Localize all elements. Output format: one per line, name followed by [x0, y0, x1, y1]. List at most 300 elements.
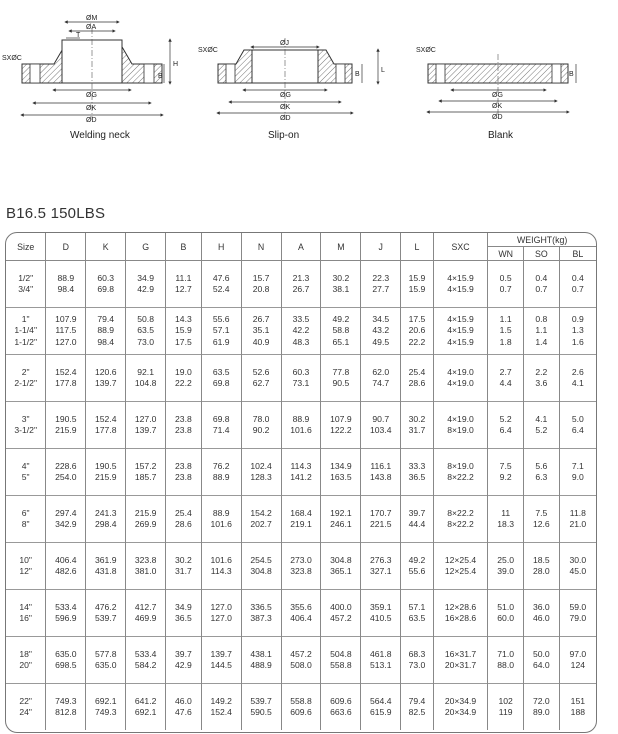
cell-value: 365.1: [330, 566, 352, 576]
cell-value: 15.9: [408, 272, 426, 283]
cell-value: 88.9: [212, 472, 230, 482]
cell-m: [321, 496, 361, 543]
cell-value: 170.7: [370, 507, 392, 518]
cell-value: 62.0: [372, 366, 390, 377]
cell-value: 79.4: [408, 695, 426, 706]
cell-value: 8×19.0: [447, 460, 474, 471]
cell-d: [46, 637, 86, 684]
cell-value: 98.4: [97, 336, 115, 347]
cell-value: 63.5: [212, 366, 230, 377]
cell-value: 73.0: [137, 336, 154, 347]
table-body: [6, 261, 596, 731]
cell-value: 4×19.0: [447, 378, 474, 388]
cell-size: [6, 637, 46, 684]
so-dim-l: L: [381, 67, 385, 74]
cell-value: 438.1: [250, 648, 272, 659]
cell-j: [361, 543, 401, 590]
cell-value: 64.0: [532, 660, 550, 670]
table-row: [6, 261, 596, 308]
cell-k: [86, 355, 126, 402]
cell-value: 8×19.0: [447, 425, 474, 435]
cell-bl: [559, 402, 596, 449]
cell-m: [321, 590, 361, 637]
cell-h: [201, 590, 241, 637]
cell-a: [281, 684, 321, 731]
cell-value: 139.7: [94, 378, 117, 388]
cell-value: 504.8: [330, 648, 352, 659]
cell-m: [321, 308, 361, 355]
cell-m: [321, 637, 361, 684]
cell-wn: [488, 637, 524, 684]
cell-value: 4×15.9: [447, 325, 474, 336]
cell-value: 90.7: [372, 413, 390, 424]
cell-so: [524, 543, 560, 590]
cell-value: 749.3: [55, 695, 77, 706]
cell-value: 62.7: [252, 378, 270, 388]
cell-k: [86, 590, 126, 637]
cell-value: 69.8: [212, 378, 230, 388]
cell-value: 55.6: [408, 566, 426, 576]
cell-value: 533.4: [134, 648, 157, 659]
cell-value: 49.2: [408, 554, 426, 565]
cell-size: [6, 449, 46, 496]
cell-value: 342.9: [55, 519, 77, 529]
cell-d: [46, 308, 86, 355]
bl-dim-b: B: [569, 71, 574, 78]
cell-value: 42.2: [292, 325, 310, 336]
cell-n: [241, 355, 281, 402]
cell-j: [361, 402, 401, 449]
so-dim-d: ØD: [280, 115, 291, 122]
cell-value: 269.9: [134, 519, 157, 529]
cell-value: 6": [21, 507, 30, 518]
cell-value: 6.4: [571, 425, 584, 435]
cell-value: 34.5: [372, 314, 390, 325]
cell-value: 122.2: [330, 425, 352, 435]
cell-value: 4.1: [535, 413, 548, 424]
cell-value: 406.4: [55, 554, 77, 565]
cell-value: 615.9: [370, 707, 392, 717]
cell-value: 141.2: [290, 472, 312, 482]
cell-value: 8×22.2: [447, 472, 474, 482]
cell-l: [401, 637, 434, 684]
cell-value: 692.1: [134, 707, 157, 717]
cell-value: 177.8: [94, 425, 117, 435]
cell-value: 33.5: [292, 314, 310, 325]
cell-value: 5.0: [571, 413, 584, 424]
cell-n: [241, 496, 281, 543]
cell-value: 1-1/2": [14, 336, 38, 347]
cell-value: 101.6: [210, 519, 232, 529]
cell-value: 17.5: [175, 336, 192, 347]
cell-value: 20.8: [252, 284, 270, 294]
cell-value: 6.3: [535, 472, 548, 482]
cell-value: 97.0: [569, 648, 587, 659]
cell-n: [241, 684, 281, 731]
cell-value: 151: [570, 695, 586, 706]
wn-dim-b: B: [158, 73, 163, 80]
cell-value: 1.8: [499, 336, 512, 347]
cell-value: 304.8: [330, 554, 352, 565]
cell-a: [281, 308, 321, 355]
cell-value: 177.8: [55, 378, 77, 388]
cell-g: [126, 261, 166, 308]
cell-value: 4×19.0: [447, 366, 474, 377]
cell-value: 4×19.0: [447, 413, 474, 424]
cell-value: 21.0: [569, 519, 587, 529]
cell-value: 1.1: [499, 314, 512, 325]
cell-value: 488.9: [250, 660, 272, 670]
cell-value: 63.5: [408, 613, 426, 623]
cell-value: 12×28.6: [444, 601, 477, 612]
cell-wn: [488, 308, 524, 355]
wn-dim-g: ØG: [86, 92, 97, 99]
cell-value: 3.6: [535, 378, 548, 388]
cell-value: 26.7: [292, 284, 310, 294]
cell-so: [524, 684, 560, 731]
cell-n: [241, 543, 281, 590]
cell-value: 15.9: [408, 284, 426, 294]
cell-value: 30.0: [569, 554, 587, 565]
cell-value: 609.6: [330, 695, 352, 706]
cell-value: 4": [21, 460, 30, 471]
cell-value: 76.2: [212, 460, 230, 471]
cell-bl: [559, 590, 596, 637]
cell-value: 79.4: [97, 314, 115, 325]
cell-l: [401, 449, 434, 496]
cell-size: [6, 402, 46, 449]
cell-h: [201, 355, 241, 402]
welding-neck-caption: Welding neck: [70, 130, 130, 141]
cell-value: 52.6: [252, 366, 270, 377]
cell-value: 90.5: [332, 378, 350, 388]
cell-sxc: [433, 684, 488, 731]
cell-value: 127.0: [134, 413, 157, 424]
cell-value: 120.6: [94, 366, 117, 377]
cell-value: 11.8: [569, 507, 586, 518]
cell-b: [166, 684, 202, 731]
cell-value: 72.0: [532, 695, 550, 706]
cell-value: 20×34.9: [444, 707, 477, 717]
cell-value: 157.2: [134, 460, 157, 471]
cell-value: 68.3: [408, 648, 426, 659]
cell-value: 469.9: [134, 613, 157, 623]
blank-drawing: [416, 47, 576, 121]
cell-value: 36.0: [532, 601, 550, 612]
cell-value: 34.9: [175, 601, 192, 612]
cell-value: 18": [19, 648, 32, 659]
cell-value: 6.4: [499, 425, 512, 435]
cell-value: 107.9: [330, 413, 352, 424]
cell-value: 16×28.6: [444, 613, 477, 623]
header-d: D: [46, 233, 86, 261]
so-dim-j: ØJ: [280, 40, 289, 47]
cell-j: [361, 449, 401, 496]
cell-value: 304.8: [250, 566, 272, 576]
cell-value: 336.5: [250, 601, 272, 612]
cell-value: 10": [19, 554, 32, 565]
cell-n: [241, 261, 281, 308]
cell-value: 127.0: [210, 601, 232, 612]
cell-j: [361, 355, 401, 402]
wn-dim-t: T: [76, 32, 81, 39]
so-dim-b: B: [355, 71, 360, 78]
cell-value: 635.0: [55, 648, 77, 659]
cell-value: 221.5: [370, 519, 392, 529]
cell-size: [6, 684, 46, 731]
cell-value: 2.2: [535, 366, 548, 377]
table-row: [6, 308, 596, 355]
cell-so: [524, 590, 560, 637]
cell-value: 457.2: [290, 648, 312, 659]
cell-value: 192.1: [330, 507, 352, 518]
cell-value: 17.5: [408, 314, 426, 325]
cell-value: 5": [21, 472, 30, 482]
cell-value: 40.9: [252, 336, 270, 347]
wn-dim-sxc: SXØC: [2, 55, 22, 62]
cell-value: 0.7: [535, 284, 548, 294]
cell-value: 23.8: [175, 425, 192, 435]
cell-value: 1.3: [571, 325, 584, 336]
cell-value: 1.4: [535, 336, 548, 347]
cell-n: [241, 449, 281, 496]
cell-value: 50.0: [532, 648, 550, 659]
cell-size: [6, 496, 46, 543]
cell-m: [321, 355, 361, 402]
cell-value: 297.4: [55, 507, 77, 518]
cell-value: 400.0: [330, 601, 352, 612]
cell-bl: [559, 308, 596, 355]
cell-value: 8": [21, 519, 30, 529]
cell-value: 20": [19, 660, 32, 670]
cell-sxc: [433, 590, 488, 637]
cell-k: [86, 308, 126, 355]
flange-drawings: [0, 0, 618, 150]
cell-g: [126, 496, 166, 543]
cell-j: [361, 684, 401, 731]
cell-value: 127.0: [210, 613, 232, 623]
cell-m: [321, 684, 361, 731]
cell-value: 12.6: [532, 519, 550, 529]
cell-a: [281, 261, 321, 308]
cell-d: [46, 449, 86, 496]
table-row: [6, 449, 596, 496]
cell-value: 152.4: [55, 366, 77, 377]
cell-value: 21.3: [292, 272, 310, 283]
cell-value: 1-1/4": [14, 325, 38, 336]
cell-size: [6, 261, 46, 308]
cell-value: 0.7: [571, 284, 584, 294]
wn-dim-k: ØK: [86, 105, 97, 112]
cell-value: 663.6: [330, 707, 352, 717]
cell-value: 5.2: [535, 425, 548, 435]
cell-k: [86, 543, 126, 590]
cell-value: 0.4: [571, 272, 584, 283]
so-dim-g: ØG: [280, 92, 291, 99]
cell-value: 101.6: [290, 425, 312, 435]
table-row: [6, 402, 596, 449]
cell-value: 78.0: [252, 413, 270, 424]
cell-sxc: [433, 543, 488, 590]
cell-value: 30.2: [408, 413, 426, 424]
cell-value: 482.6: [55, 566, 77, 576]
cell-d: [46, 590, 86, 637]
cell-value: 2.7: [499, 366, 512, 377]
cell-value: 215.9: [94, 472, 117, 482]
cell-value: 114.3: [290, 460, 312, 471]
cell-value: 88.9: [212, 507, 230, 518]
cell-value: 461.8: [370, 648, 392, 659]
cell-value: 9.2: [499, 472, 512, 482]
welding-neck-drawing: [2, 15, 178, 124]
cell-value: 119: [498, 707, 513, 717]
cell-value: 539.7: [94, 613, 117, 623]
bl-dim-g: ØG: [492, 92, 503, 99]
cell-value: 23.8: [175, 413, 192, 424]
cell-value: 406.4: [290, 613, 312, 623]
cell-value: 39.7: [175, 648, 192, 659]
cell-value: 152.4: [94, 413, 117, 424]
cell-so: [524, 308, 560, 355]
cell-value: 7.5: [535, 507, 548, 518]
cell-value: 60.0: [497, 613, 515, 623]
cell-sxc: [433, 261, 488, 308]
cell-value: 1.1: [535, 325, 548, 336]
wn-dim-a: ØA: [86, 24, 97, 31]
cell-value: 2.6: [571, 366, 584, 377]
cell-value: 48.3: [292, 336, 310, 347]
cell-g: [126, 449, 166, 496]
cell-value: 102.4: [250, 460, 272, 471]
cell-bl: [559, 449, 596, 496]
cell-l: [401, 496, 434, 543]
cell-value: 134.9: [330, 460, 352, 471]
cell-value: 82.5: [408, 707, 426, 717]
cell-value: 92.1: [137, 366, 154, 377]
cell-h: [201, 308, 241, 355]
cell-h: [201, 684, 241, 731]
cell-value: 11.1: [175, 272, 192, 283]
table-row: [6, 684, 596, 731]
header-g: G: [126, 233, 166, 261]
cell-value: 24": [19, 707, 32, 717]
cell-h: [201, 402, 241, 449]
cell-value: 31.7: [408, 425, 426, 435]
cell-value: 584.2: [134, 660, 157, 670]
cell-value: 254.5: [250, 554, 272, 565]
cell-value: 508.0: [290, 660, 312, 670]
dimension-table: [6, 233, 596, 730]
flange-dimension-table: [5, 232, 597, 733]
cell-bl: [559, 684, 596, 731]
cell-bl: [559, 355, 596, 402]
cell-value: 19.0: [175, 366, 192, 377]
cell-value: 49.5: [372, 336, 390, 347]
bl-dim-d: ØD: [492, 114, 503, 121]
cell-l: [401, 402, 434, 449]
cell-value: 57.1: [212, 325, 230, 336]
cell-value: 3": [21, 413, 30, 424]
cell-d: [46, 496, 86, 543]
cell-value: 46.0: [532, 613, 550, 623]
cell-value: 73.0: [408, 660, 426, 670]
cell-h: [201, 449, 241, 496]
cell-wn: [488, 684, 524, 731]
cell-a: [281, 402, 321, 449]
cell-value: 103.4: [370, 425, 392, 435]
cell-value: 0.8: [535, 314, 548, 325]
header-b: B: [166, 233, 202, 261]
cell-value: 3-1/2": [14, 425, 38, 435]
cell-value: 18.3: [497, 519, 515, 529]
cell-value: 35.1: [252, 325, 270, 336]
cell-value: 12×25.4: [444, 566, 477, 576]
cell-l: [401, 590, 434, 637]
cell-j: [361, 637, 401, 684]
cell-so: [524, 637, 560, 684]
cell-a: [281, 590, 321, 637]
bl-dim-k: ØK: [492, 103, 503, 110]
so-dim-k: ØK: [280, 104, 291, 111]
cell-value: 168.4: [290, 507, 312, 518]
cell-n: [241, 637, 281, 684]
cell-value: 635.0: [94, 660, 117, 670]
cell-value: 11: [501, 507, 511, 518]
cell-value: 152.4: [210, 707, 232, 717]
cell-so: [524, 402, 560, 449]
cell-value: 57.1: [408, 601, 426, 612]
cell-value: 47.6: [212, 272, 230, 283]
cell-value: 276.3: [370, 554, 392, 565]
cell-value: 202.7: [250, 519, 272, 529]
cell-size: [6, 543, 46, 590]
cell-h: [201, 637, 241, 684]
cell-value: 39.7: [408, 507, 426, 518]
wn-dim-m: ØM: [86, 15, 98, 22]
cell-value: 42.9: [175, 660, 192, 670]
cell-value: 71.4: [212, 425, 230, 435]
cell-value: 143.8: [370, 472, 392, 482]
cell-value: 20.6: [408, 325, 426, 336]
cell-value: 9.0: [571, 472, 584, 482]
table-row: [6, 590, 596, 637]
cell-value: 69.8: [212, 413, 230, 424]
cell-value: 4×15.9: [447, 336, 474, 347]
cell-b: [166, 637, 202, 684]
cell-m: [321, 402, 361, 449]
cell-value: 359.1: [370, 601, 392, 612]
cell-value: 116.1: [370, 460, 392, 471]
cell-bl: [559, 261, 596, 308]
cell-value: 7.5: [499, 460, 512, 471]
cell-wn: [488, 543, 524, 590]
cell-value: 12.7: [175, 284, 192, 294]
cell-value: 190.5: [94, 460, 117, 471]
cell-value: 114.3: [210, 566, 232, 576]
cell-value: 107.9: [55, 314, 77, 325]
cell-value: 16": [19, 613, 32, 623]
cell-g: [126, 684, 166, 731]
cell-so: [524, 449, 560, 496]
cell-value: 31.7: [175, 566, 192, 576]
cell-value: 5.6: [535, 460, 548, 471]
cell-sxc: [433, 449, 488, 496]
header-so: SO: [524, 247, 560, 261]
cell-value: 104.8: [134, 378, 157, 388]
cell-value: 185.7: [134, 472, 157, 482]
cell-bl: [559, 637, 596, 684]
cell-a: [281, 355, 321, 402]
